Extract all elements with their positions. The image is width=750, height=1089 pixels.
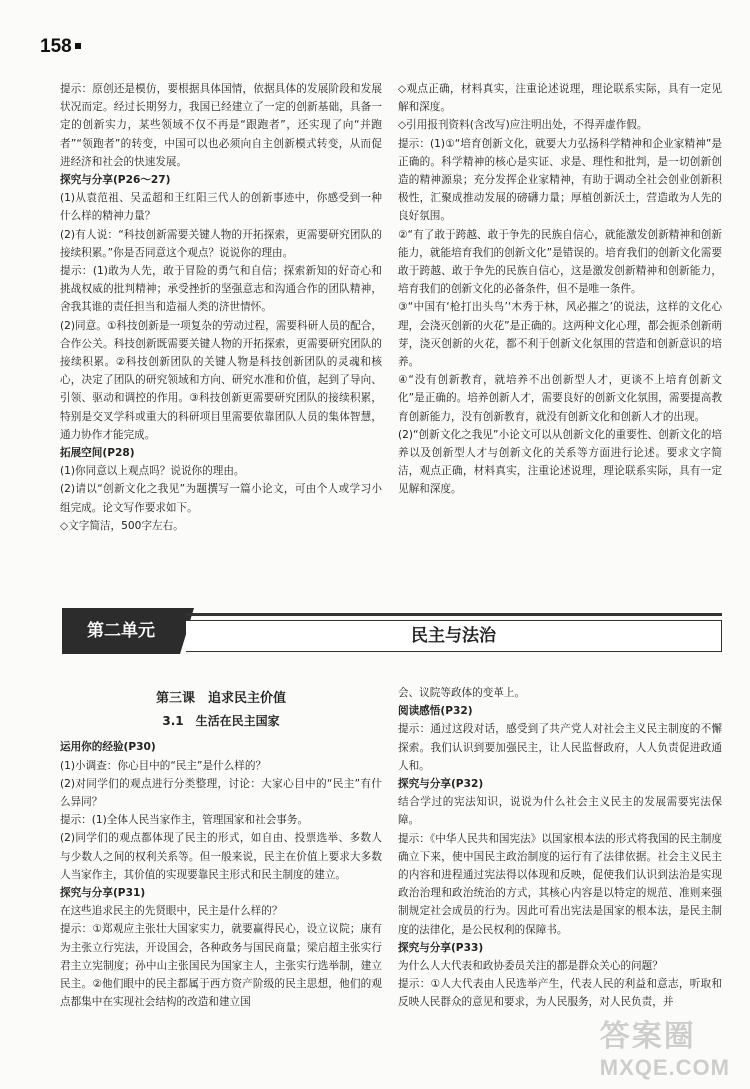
paragraph: ③“中国有‘枪打出头鸟’‘木秀于林，风必摧之’的说法，这样的文化心理，会浇灭创新的火花”是正确的。这两种文化心理，都会扼杀创新萌芽，浇灭创新的火花，都不利于创新文化氛围的营造和创新意识的培养。 [398, 301, 722, 369]
paragraph: ◇观点正确，材料真实，注重论述说理，理论联系实际，具有一定见解和深度。 [398, 83, 722, 114]
paragraph: 提示：原创还是模仿，要根据具体国情，依据具体的发展阶段和发展状况而定。经过长期努力，我国已经建立了一定的创新基础，具备一定的创新实力，某些领域不仅不再是“跟跑者”，还实现了向“并跑者”“领跑者”的转变，中国可以也必须向自主创新模式转变，从而促进经济和社会的快速发展。 [60, 83, 382, 168]
unit-title: 民主与法治 [186, 620, 722, 652]
bottom-right-column [398, 684, 722, 1012]
section-heading: 阅读感悟(P32) [398, 705, 473, 718]
paragraph: 提示：(1)敢为人先，敢于冒险的勇气和自信；探索新知的好奇心和挑战权威的批判精神；承受挫折的坚强意志和沟通合作的团队精神，舍我其谁的责任担当和造福人类的济世情怀。 [60, 265, 382, 314]
paragraph: (2)同学们的观点都体现了民主的形式，如自由、投票选举、多数人与少数人之间的权利关系等。但一般来说，民主在价值上要求大多数人当家作主，其价值的实现要靠民主形式和民主制度的建立。 [60, 832, 382, 881]
top-right-column [398, 80, 722, 499]
bottom-left-column [60, 684, 382, 1011]
top-left-column [60, 80, 382, 535]
watermark: 答案圈 MXQE.COM [599, 1020, 730, 1080]
section-title: 3.1 生活在民主国家 [162, 714, 280, 729]
lesson-title: 第三课 追求民主价值 [155, 691, 286, 706]
paragraph: (1)你同意以上观点吗？说说你的理由。 [60, 465, 245, 478]
paragraph: (2)对同学们的观点进行分类整理，讨论：大家心目中的“民主”有什么异同？ [60, 777, 382, 809]
paragraph: 结合学过的宪法知识，说说为什么社会主义民主的发展需要宪法保障。 [398, 796, 722, 827]
paragraph: ◇引用报刊资料(含改写)应注明出处，不得弄虚作假。 [398, 119, 648, 132]
bottom-left-content [60, 738, 382, 1011]
paragraph: 在这些追求民主的先贤眼中，民主是什么样的？ [60, 905, 283, 918]
section-heading: 探究与分享(P26～27) [60, 174, 171, 187]
paragraph: (2)“创新文化之我见”小论文可以从创新文化的重要性、创新文化的培养以及创新型人才与创新文化的关系等方面进行论述。要求文字简洁，观点正确，材料真实，注重论述说理，理论联系实际，具有一定见解和深度。 [398, 428, 722, 496]
unit-banner [62, 608, 722, 654]
paragraph: (1)从袁范祖、吴孟超和王红阳三代人的创新事迹中，你感受到一种什么样的精神力量？ [60, 192, 382, 223]
paragraph: 提示：①郑观应主张壮大国家实力，就要赢得民心，设立议院；康有为主张立行宪法，开设国会，各种政务与国民商量；梁启超主张实行君主立宪制度；孙中山主张国民为国家主人，主张实行选举制，建立民主。②他们眼中的民主都属于西方资产阶级的民主思想，他们的观点都集中在实现社会结构的改造和建立国 [60, 923, 382, 1009]
section-heading: 拓展空间(P28) [60, 447, 135, 460]
paragraph: 提示：(1)全体人民当家作主，管理国家和社会事务。 [60, 814, 309, 827]
section-heading: 探究与分享(P31) [60, 887, 146, 900]
paragraph: (2)请以“创新文化之我见”为题撰写一篇小论文，可由个人或学习小组完成。论文写作要求如下。 [60, 483, 382, 514]
paragraph: 提示：《中华人民共和国宪法》以国家根本法的形式将我国的民主制度确立下来，使中国民主政治制度的运行有了法律依据。社会主义民主的内容和进程通过宪法得以体现和反映，促使我们认识到法治是实现政治治理和政治统治的方式，其核心内容是以特定的规范、准则来强制规定社会成员的行为。因此可看出宪法是国家的根本法，是民主制度的法律化，是公民权利的保障书。 [398, 832, 722, 936]
paragraph: 会、议院等政体的变革上。 [398, 687, 526, 699]
paragraph: 为什么人大代表和政协委员关注的都是群众关心的问题？ [398, 960, 663, 973]
section-heading: 探究与分享(P32) [398, 778, 484, 791]
paragraph: 提示：①人大代表由人民选举产生，代表人民的利益和意志，听取和反映人民群众的意见和要求，为人民服务，对人民负责，并 [398, 978, 722, 1009]
paragraph: (2)有人说：“科技创新需要关键人物的开拓探索，更需要研究团队的接续积累。”你是否同意这个观点？说说你的理由。 [60, 228, 382, 259]
section-heading: 运用你的经验(P30) [60, 741, 156, 754]
paragraph: (1)小调查：你心目中的“民主”是什么样的？ [60, 759, 267, 772]
paragraph: ②“有了敢于跨越、敢于争先的民族自信心，就能激发创新精神和创新能力，就能培育我们的创新文化”是错误的。培育我们的创新文化需要敢于跨越、敢于争先的民族自信心，这是激发创新精神和创新能力，培育我们的创新文化的必备条件，但不是唯一条件。 [398, 228, 722, 296]
page-number: 158 [40, 36, 81, 58]
paragraph: (2)同意。①科技创新是一项复杂的劳动过程，需要科研人员的配合，合作公关。科技创新既需要关键人物的开拓探索，更需要研究团队的接续积累。②科技创新团队的关键人物是科技创新团队的灵魂和核心，决定了团队的研究领域和方向、研究水准和价值，起到了导向、引领、驱动和调控的作用。③科技创新更需要研究团队的接续积累，特别是交叉学科或重大的科研项目里需要依靠团队人员的集体智慧，通力协作才能完成。 [60, 319, 382, 441]
paragraph: 提示：(1)①“培育创新文化，就要大力弘扬科学精神和企业家精神”是正确的。科学精神的核心是实证、求是、理性和批判，是一切创新创造的精神源泉；充分发挥企业家精神，有助于调动全社会创业创新积极性，汇聚成推动发展的磅礴力量；厚植创新沃土，营造敢为人先的良好氛围。 [398, 137, 722, 223]
section-heading: 探究与分享(P33) [398, 941, 484, 954]
paragraph: 提示：通过这段对话，感受到了共产党人对社会主义民主制度的不懈探索。我们认识到要加强民主，让人民监督政府，人人负责促进政通人和。 [398, 723, 722, 772]
paragraph: ④“没有创新教育，就培养不出创新型人才，更谈不上培育创新文化”是正确的。培养创新人才，需要良好的创新文化氛围，需要提高教育创新能力，没有创新教育，就没有创新文化和创新人才的出现。 [398, 374, 722, 423]
unit-label: 第二单元 [62, 608, 180, 654]
paragraph: ◇文字简洁，500字左右。 [60, 519, 184, 532]
